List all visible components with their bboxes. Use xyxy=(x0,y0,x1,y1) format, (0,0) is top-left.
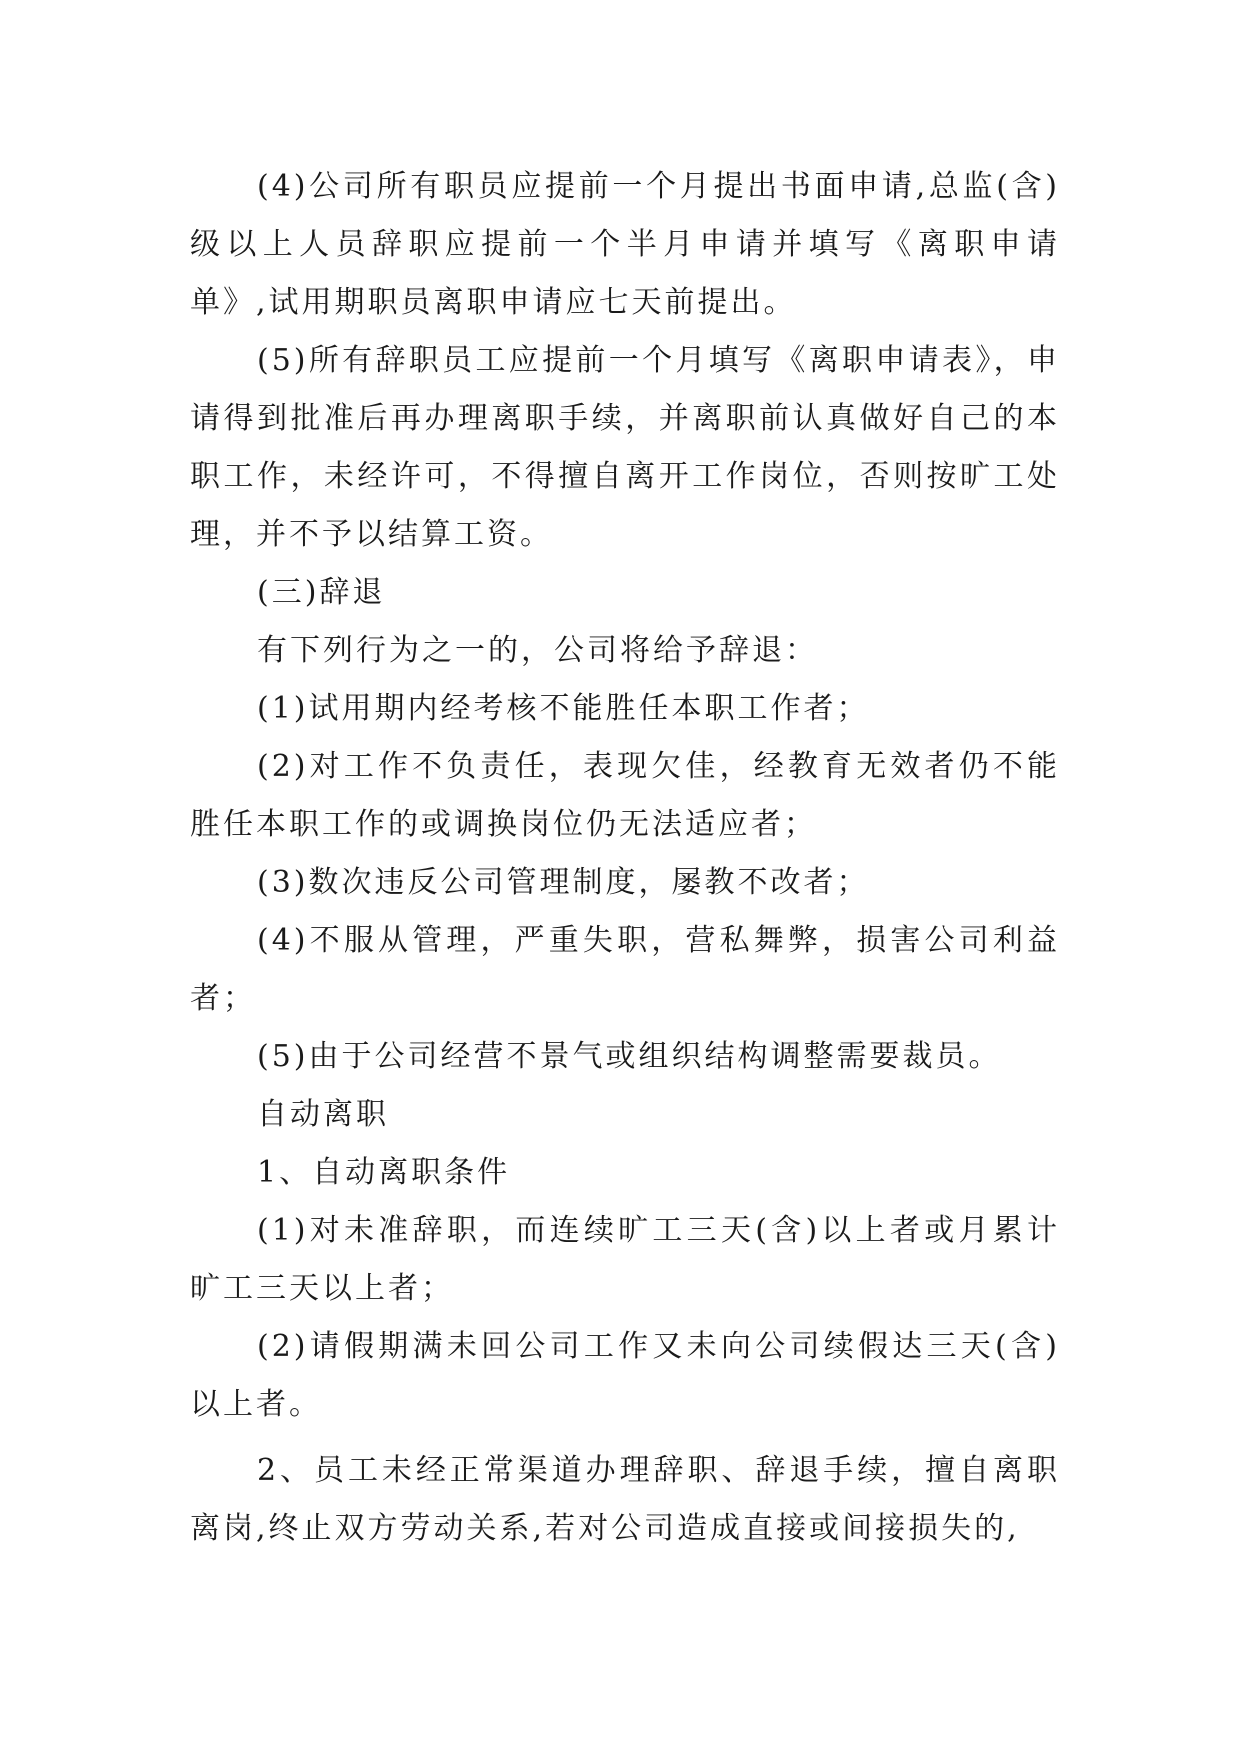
list-item-auto-resignation-2: (2)请假期满未回公司工作又未向公司续假达三天(含)以上者。 xyxy=(190,1329,1060,1422)
paragraph-resignation-5: (5)所有辞职员工应提前一个月填写《离职申请表》，申请得到批准后再办理离职手续，并离职前认真做好自己的本职工作，未经许可，不得擅自离开工作岗位，否则按旷工处理，并不予以结算工资。 xyxy=(190,343,1060,552)
document-body xyxy=(190,158,1060,1558)
list-item-dismissal-2: (2)对工作不负责任，表现欠佳，经教育无效者仍不能胜任本职工作的或调换岗位仍无法适应者； xyxy=(190,749,1060,842)
subheading-auto-resignation-conditions: 1、自动离职条件 xyxy=(257,1155,511,1190)
list-item-auto-resignation-1: (1)对未准辞职，而连续旷工三天(含)以上者或月累计旷工三天以上者； xyxy=(190,1213,1060,1306)
list-item-dismissal-3: (3)数次违反公司管理制度，屡教不改者； xyxy=(257,865,870,900)
list-item-dismissal-4: (4)不服从管理，严重失职，营私舞弊，损害公司利益者； xyxy=(190,923,1060,1016)
section-heading-auto-resignation: 自动离职 xyxy=(257,1097,389,1132)
paragraph-dismissal-intro: 有下列行为之一的，公司将给予辞退： xyxy=(257,633,818,668)
list-item-dismissal-1: (1)试用期内经考核不能胜任本职工作者； xyxy=(257,691,870,726)
section-heading-dismissal: (三)辞退 xyxy=(257,575,386,610)
paragraph-resignation-4: (4)公司所有职员应提前一个月提出书面申请,总监(含)级以上人员辞职应提前一个半月申请并填写《离职申请单》,试用期职员离职申请应七天前提出。 xyxy=(190,169,1060,320)
list-item-dismissal-5: (5)由于公司经营不景气或组织结构调整需要裁员。 xyxy=(257,1039,1002,1074)
paragraph-unauthorized-departure: 2、员工未经正常渠道办理辞职、辞退手续，擅自离职离岗,终止双方劳动关系,若对公司造成直接或间接损失的, xyxy=(190,1453,1060,1546)
